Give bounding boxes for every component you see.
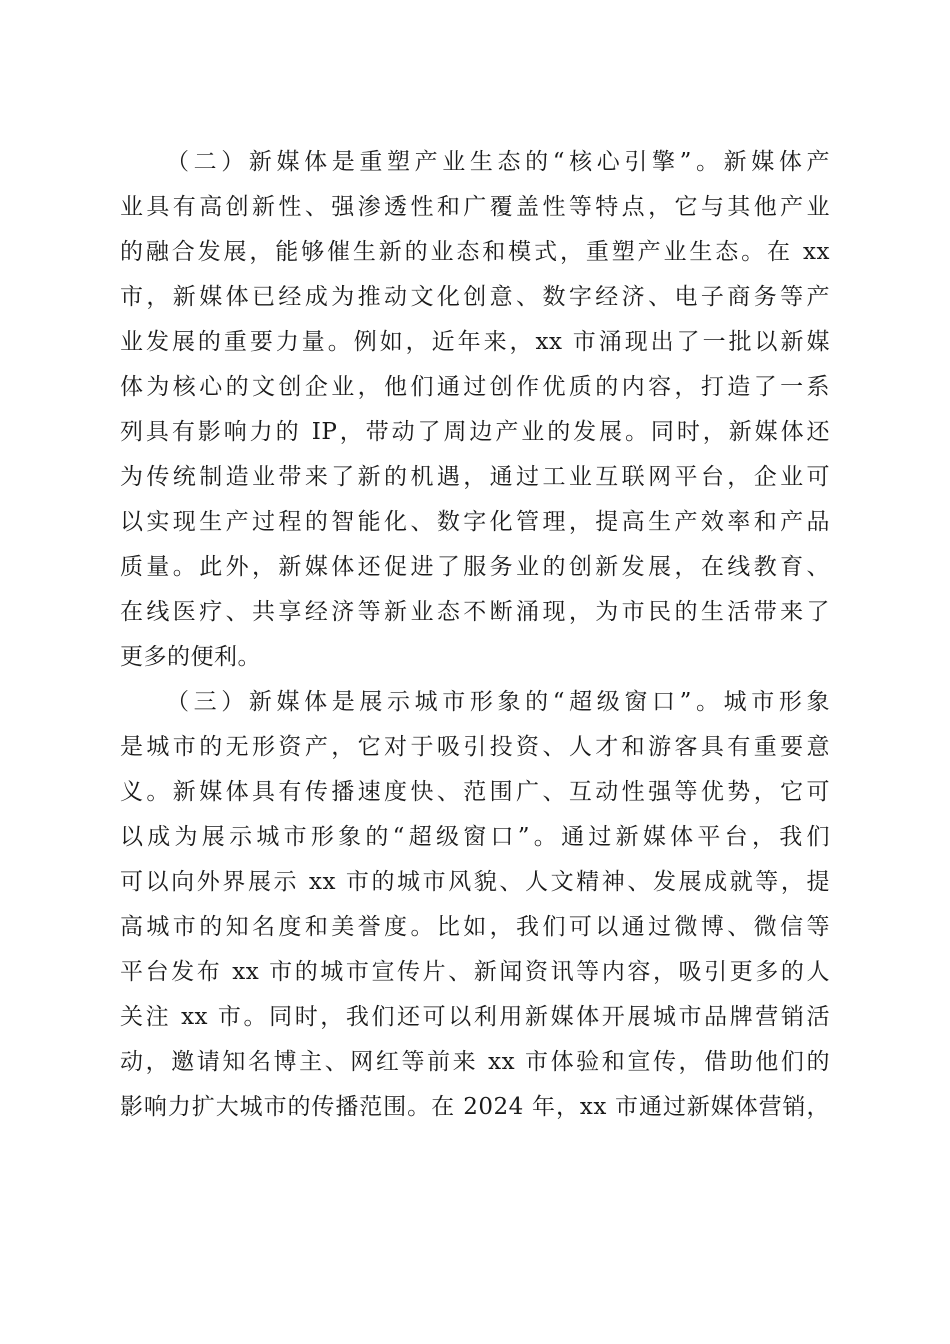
paragraph-line: （三）新媒体是展示城市形象的“超级窗口”。城市形象 [166,689,830,715]
paragraph-line: 动，邀请知名博主、网红等前来 xx 市体验和宣传，借助他们的 [120,1049,830,1075]
paragraph-line: 以实现生产过程的智能化、数字化管理，提高生产效率和产品 [120,509,830,535]
paragraph-new-media-industry-ecology [120,140,830,680]
paragraph-new-media-city-image [120,680,830,1130]
paragraph-line: 高城市的知名度和美誉度。比如，我们可以通过微博、微信等 [120,914,830,940]
paragraph-line: 是城市的无形资产，它对于吸引投资、人才和游客具有重要意 [120,734,830,760]
paragraph-line: 为传统制造业带来了新的机遇，通过工业互联网平台，企业可 [120,464,830,490]
paragraph-line: 在线医疗、共享经济等新业态不断涌现，为市民的生活带来了 [120,599,830,625]
paragraph-line: 体为核心的文创企业，他们通过创作优质的内容，打造了一系 [120,374,830,400]
document-body [120,140,830,1130]
paragraph-line: 业发展的重要力量。例如，近年来，xx 市涌现出了一批以新媒 [120,329,830,355]
paragraph-line: 质量。此外，新媒体还促进了服务业的创新发展，在线教育、 [120,554,830,580]
paragraph-line: 列具有影响力的 IP，带动了周边产业的发展。同时，新媒体还 [120,419,830,445]
paragraph-line: 更多的便利。 [120,644,261,670]
paragraph-line: 义。新媒体具有传播速度快、范围广、互动性强等优势，它可 [120,779,830,805]
paragraph-line: （二）新媒体是重塑产业生态的“核心引擎”。新媒体产 [166,149,830,175]
paragraph-line: 关注 xx 市。同时，我们还可以利用新媒体开展城市品牌营销活 [120,1004,830,1030]
paragraph-line: 以成为展示城市形象的“超级窗口”。通过新媒体平台，我们 [120,824,830,850]
paragraph-line: 业具有高创新性、强渗透性和广覆盖性等特点，它与其他产业 [120,194,830,220]
paragraph-line: 市，新媒体已经成为推动文化创意、数字经济、电子商务等产 [120,284,830,310]
paragraph-line: 影响力扩大城市的传播范围。在 2024 年，xx 市通过新媒体营销， [120,1094,830,1120]
paragraph-line: 可以向外界展示 xx 市的城市风貌、人文精神、发展成就等，提 [120,869,830,895]
paragraph-line: 平台发布 xx 市的城市宣传片、新闻资讯等内容，吸引更多的人 [120,959,830,985]
paragraph-line: 的融合发展，能够催生新的业态和模式，重塑产业生态。在 xx [120,239,830,265]
